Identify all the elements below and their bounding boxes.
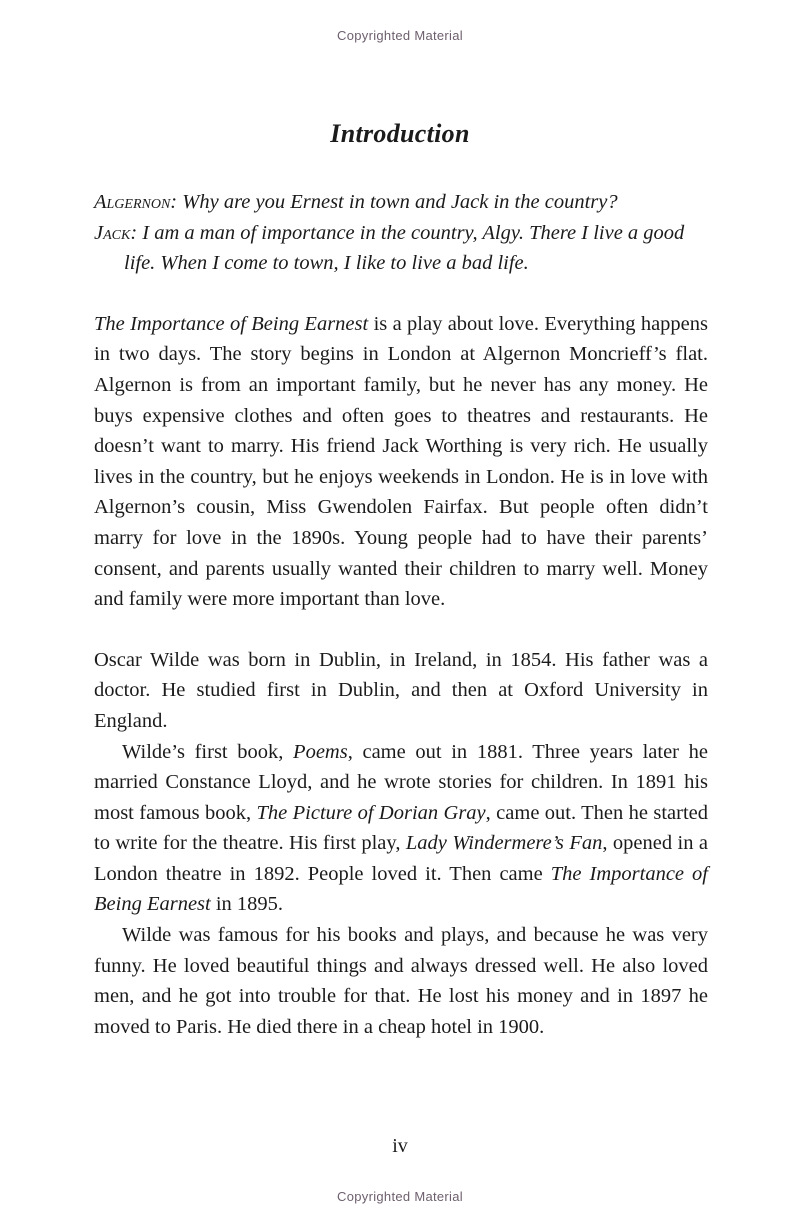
italic-text-run: The Importance of Being Earnest xyxy=(94,312,369,335)
italic-text-run: The Picture of Dorian Gray xyxy=(256,801,486,824)
text-run: Oscar Wilde was born in Dublin, in Ireland, in 1854. His father was a doctor. He studied first in Dublin, and then at Oxford University in England. xyxy=(94,648,708,732)
text-run: in 1895. xyxy=(210,893,284,916)
paragraph xyxy=(94,920,708,1042)
paragraph xyxy=(94,737,708,921)
epigraph-speech: Jack: I am a man of importance in the country, Algy. There I live a good life. When I come to town, I like to live a bad life. xyxy=(94,221,685,275)
text-run: Wilde was famous for his books and plays, and because he was very funny. He loved beautiful things and always dressed well. He also loved men, and he got into trouble for that. He lost his money and in 1897 he moved to Paris. He died there in a cheap hotel in 1900. xyxy=(94,924,708,1038)
italic-text-run: The Importance of Being Earnest xyxy=(94,862,708,916)
paragraph xyxy=(94,309,708,615)
speaker-name: Jack: xyxy=(94,221,138,244)
epigraph-speech: Algernon: Why are you Ernest in town and Jack in the country? xyxy=(94,191,618,213)
copyright-notice-bottom: Copyrighted Material xyxy=(337,1189,463,1204)
italic-text-run: Lady Windermere’s Fan xyxy=(405,832,603,855)
text-run: , came out in 1881. Three years later he married Constance Lloyd, and he wrote stories for children. In 1891 his most famous book, xyxy=(94,740,708,824)
epigraph xyxy=(94,187,708,279)
body-text xyxy=(94,309,708,1043)
copyright-notice-top: Copyrighted Material xyxy=(337,28,463,43)
page-content xyxy=(0,187,800,1042)
page-number: iv xyxy=(392,1135,408,1157)
text-run: , came out. Then he started to write for the theatre. His first play, xyxy=(94,801,709,855)
page-title: Introduction xyxy=(330,119,470,148)
speaker-name: Algernon: xyxy=(94,191,178,213)
italic-text-run: Poems xyxy=(293,740,348,763)
paragraph xyxy=(94,645,708,737)
text-run: , opened in a London theatre in 1892. People loved it. Then came xyxy=(94,832,708,885)
text-run: Wilde’s first book, xyxy=(122,740,294,763)
text-run: is a play about love. Everything happens in two days. The story begins in London at Algernon Moncrieff’s flat. Algernon is from an important family, but he never has any money. He buys expensive clothes and often goes to theatres and restaurants. He doesn’t want to marry. His friend Jack Worthing is very rich. He usually lives in the country, but he enjoys weekends in London. He is in love with Algernon’s cousin, Miss Gwendolen Fairfax. But people often didn’t marry for love in the 1890s. Young people had to have their parents’ consent, and parents usually wanted their children to marry well. Money and family were more important than love. xyxy=(94,312,708,611)
